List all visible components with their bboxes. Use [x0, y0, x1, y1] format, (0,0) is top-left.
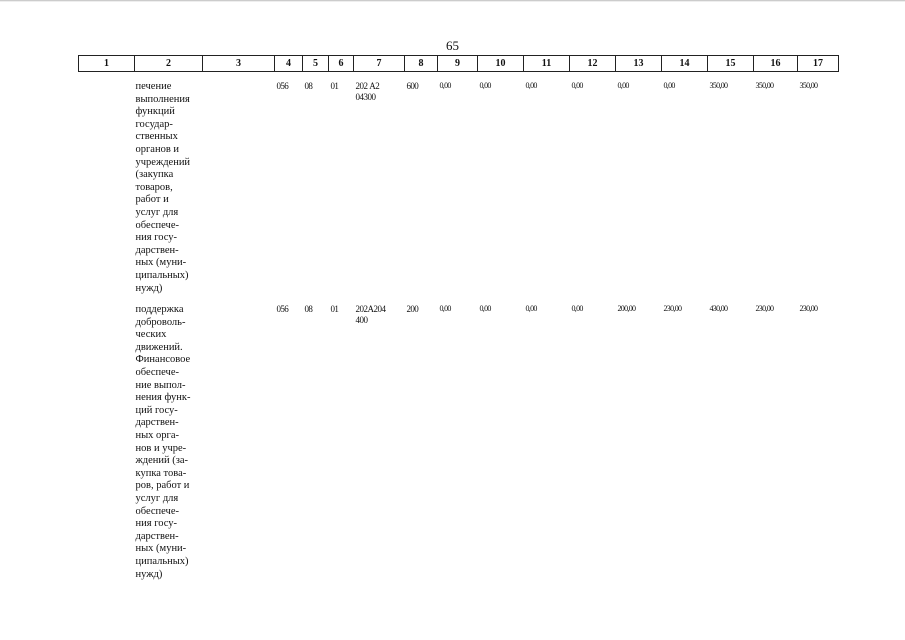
amount-col12: 0,00 — [571, 81, 583, 90]
amount-col17: 350,00 — [799, 81, 818, 90]
subsection-code: 01 — [330, 304, 339, 315]
amount-col9: 0,00 — [439, 304, 451, 314]
expense-type-code: 600 — [406, 81, 419, 91]
cell-col3 — [203, 72, 275, 296]
header-cell: 15 — [708, 56, 754, 72]
amount-col9: 0,00 — [439, 81, 451, 90]
scan-edge — [0, 0, 905, 2]
row-description: поддержка доброволь- ческих движений. Финансовое обеспече- ние выпол- нения функ- ций госу- дарствен- ных орга- нов и учре- ждений (за- купка това- ров, работ и услуг для обеспече- ния госу- дарствен- ных (муни- ципальных) нужд) — [135, 304, 191, 580]
header-cell: 2 — [135, 56, 203, 72]
amount-col16: 230,00 — [755, 304, 774, 314]
budget-table — [78, 55, 839, 581]
amount-col11: 0,00 — [525, 304, 537, 314]
header-cell: 9 — [438, 56, 478, 72]
section-code: 08 — [304, 81, 313, 91]
header-cell: 10 — [478, 56, 524, 72]
amount-col17: 230,00 — [799, 304, 818, 314]
cell-col1 — [79, 72, 135, 296]
amount-col15: 430,00 — [709, 304, 728, 314]
table-row — [79, 72, 839, 296]
target-article-code: 202А204 400 — [355, 304, 386, 326]
header-row — [79, 56, 839, 72]
amount-col13: 200,00 — [617, 304, 636, 314]
ministry-code: 056 — [276, 81, 289, 91]
row-description: печение выполнения функций государ- ственных органов и учреждений (закупка товаров, работ и услуг для обеспече- ния госу- дарствен- ных (муни- ципальных) нужд) — [135, 81, 191, 294]
header-cell: 6 — [329, 56, 354, 72]
header-cell: 17 — [798, 56, 839, 72]
header-cell: 16 — [754, 56, 798, 72]
expense-type-code: 200 — [406, 304, 419, 315]
header-cell: 12 — [570, 56, 616, 72]
header-cell: 14 — [662, 56, 708, 72]
amount-col15: 350,00 — [709, 81, 728, 90]
header-cell: 11 — [524, 56, 570, 72]
amount-col10: 0,00 — [479, 304, 491, 314]
amount-col16: 350,00 — [755, 81, 774, 90]
header-cell: 8 — [405, 56, 438, 72]
section-code: 08 — [304, 304, 313, 315]
header-cell: 1 — [79, 56, 135, 72]
header-cell: 4 — [275, 56, 303, 72]
cell-col3 — [203, 295, 275, 581]
header-cell: 13 — [616, 56, 662, 72]
amount-col14: 230,00 — [663, 304, 682, 314]
header-cell: 7 — [354, 56, 405, 72]
budget-table-wrapper — [78, 55, 838, 581]
table-row — [79, 295, 839, 581]
header-cell: 5 — [303, 56, 329, 72]
amount-col12: 0,00 — [571, 304, 583, 314]
target-article-code: 202 А2 04300 — [355, 81, 380, 102]
subsection-code: 01 — [330, 81, 339, 91]
page-number: 65 — [446, 38, 459, 53]
amount-col10: 0,00 — [479, 81, 491, 90]
amount-col13: 0,00 — [617, 81, 629, 90]
ministry-code: 056 — [276, 304, 289, 315]
header-cell: 3 — [203, 56, 275, 72]
cell-col1 — [79, 295, 135, 581]
amount-col11: 0,00 — [525, 81, 537, 90]
amount-col14: 0,00 — [663, 81, 675, 90]
